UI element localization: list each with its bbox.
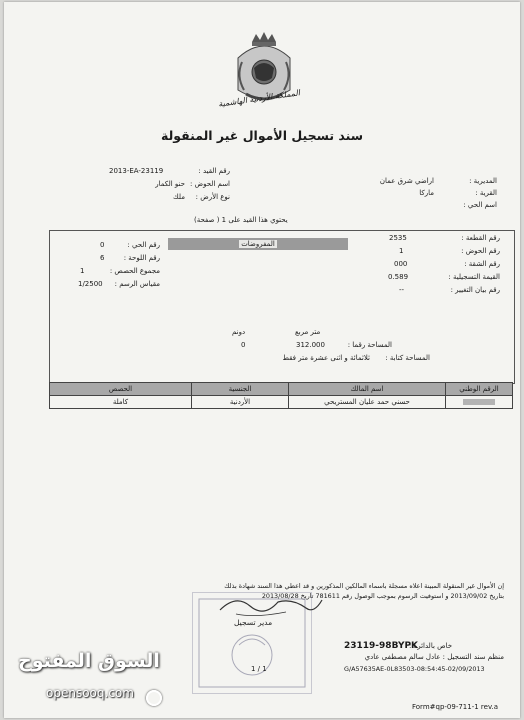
district-number-label: رقم الحي : <box>127 241 160 249</box>
basin-name-value: حنو الكمار <box>155 180 185 188</box>
director-title: مدير تسجيل <box>234 618 273 627</box>
plot-number-label: رقم القطعة : <box>461 234 500 242</box>
cell-nationality: الأردنية <box>192 396 289 409</box>
total-shares-value: 1 <box>80 267 85 275</box>
area-numeric-label: المساحة رقما : <box>347 341 392 349</box>
apartment-value: 000 <box>394 260 408 268</box>
village-value: ماركا <box>419 189 434 197</box>
area-units-sqm: متر مربع <box>295 328 321 336</box>
watermark-arabic: السوق المفتوح <box>18 650 160 672</box>
plot-number-value: 2535 <box>389 234 407 242</box>
header-owner-name: اسم المالك <box>289 383 446 396</box>
organizer: منظم سند التسجيل : عادل سالم مصطفى عادي <box>364 653 504 661</box>
table-row <box>50 396 513 409</box>
district-number-value: 0 <box>100 241 105 249</box>
area-written-label: المساحة كتابة : <box>385 354 430 362</box>
change-statement-label: رقم بيان التغيير : <box>450 286 500 294</box>
redacted-national-id <box>463 399 495 405</box>
page-of: 1 / 1 <box>251 665 267 673</box>
district-label: اسم الحي : <box>463 201 497 209</box>
code-label: خاص بالدائرة : <box>409 642 453 650</box>
basin-number-value: 1 <box>399 247 404 255</box>
scale-label: مقياس الرسم : <box>114 280 160 288</box>
header-shares: الحصص <box>50 383 192 396</box>
apartment-label: رقم الشقة : <box>464 260 500 268</box>
area-units-dunum: دونم <box>232 328 246 336</box>
total-shares-label: مجموع الحصص : <box>109 267 160 275</box>
cell-national-id <box>446 396 513 409</box>
village-label: القرية : <box>475 189 497 197</box>
mortgages-label: المفروضات <box>241 240 275 248</box>
cell-share: كاملة <box>50 396 192 409</box>
owners-table <box>49 382 513 409</box>
scale-value: 1/2500 <box>78 280 103 288</box>
certification-line2: بتاريخ 2013/09/02 و استوفيت الرسوم بموجب الوصول رقم 781611 تاريخ 2013/08/28 <box>261 592 504 600</box>
record-number-value: 2013-EA-23119 <box>109 167 164 175</box>
area-dunum-value: 0 <box>241 341 246 349</box>
registered-value-label: القيمة التسجيلية : <box>448 273 500 281</box>
basin-name-label: اسم الحوض : <box>190 180 230 188</box>
board-number-label: رقم اللوحة : <box>123 254 160 262</box>
directorate-value: اراضي شرق عمان <box>379 177 434 185</box>
kingdom-name: المملكة الأردنية الهاشمية <box>217 88 301 109</box>
record-number-label: رقم القيد : <box>198 167 230 175</box>
directorate-label: المديرية : <box>469 177 497 185</box>
certification-line1: إن الأموال غير المنقولة المبينة اعلاه مسجلة باسماء المالكين المذكورين و قد اعطي هذا السند شهادة بذلك <box>224 582 504 590</box>
owners-table-header <box>50 383 513 396</box>
registered-value: 0.589 <box>388 273 409 281</box>
area-written-value: ثلاثمائة و اثنى عشرة متر فقط <box>282 354 370 362</box>
pages-note: يحتوي هذا القيد على 1 ( صفحة) <box>194 216 288 224</box>
land-type-value: ملك <box>173 193 185 201</box>
basin-number-label: رقم الحوض : <box>461 247 500 255</box>
document-page <box>4 2 520 718</box>
header-national-id: الرقم الوطني <box>446 383 513 396</box>
watermark-latin: opensooq.com <box>46 686 134 700</box>
board-number-value: 6 <box>100 254 105 262</box>
change-statement-value: -- <box>399 286 405 294</box>
document-title: سند تسجيل الأموال غير المنقولة <box>161 128 363 143</box>
header-nationality: الجنسية <box>192 383 289 396</box>
mortgages-header <box>168 238 348 250</box>
cell-owner-name: حسني حمد عليان المستريحي <box>289 396 446 409</box>
watermark-logo-icon <box>146 690 162 706</box>
opensooq-watermark <box>12 650 162 712</box>
land-type-label: نوع الأرض : <box>195 193 230 201</box>
code-bold: 23119-98BYPK <box>344 641 419 651</box>
serial-number: G/A57635AE-0L83503-08:54:45-02/09/2013 <box>344 665 485 673</box>
form-code: Form#qp-09-711-1 rev.a <box>412 703 499 711</box>
area-sqm-value: 312.000 <box>296 341 325 349</box>
handwritten-signature <box>216 588 326 622</box>
